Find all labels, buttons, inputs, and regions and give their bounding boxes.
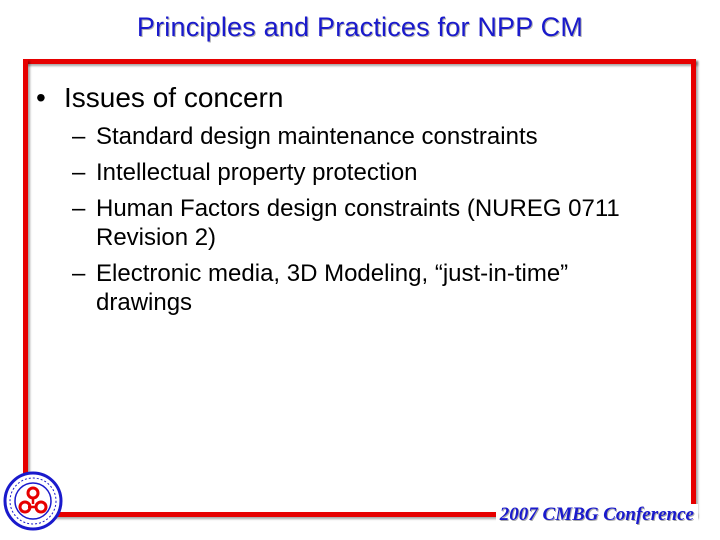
frame-right-border bbox=[691, 59, 696, 517]
dash-marker: – bbox=[72, 159, 86, 186]
sub-bullet-text: Intellectual property protection bbox=[96, 159, 418, 186]
slide-content bbox=[36, 82, 676, 324]
sub-bullet-item bbox=[72, 259, 676, 317]
organization-seal-icon bbox=[2, 470, 64, 532]
sub-bullet-text: Human Factors design constraints (NUREG 0711 Revision 2) bbox=[96, 195, 620, 251]
slide-title: Principles and Practices for NPP CM bbox=[136, 12, 584, 42]
sub-bullet-item bbox=[72, 194, 676, 252]
sub-bullet-text: Electronic media, 3D Modeling, “just-in-time” drawings bbox=[96, 260, 569, 316]
sub-bullet-text: Standard design maintenance constraints bbox=[96, 123, 538, 150]
frame-top-border bbox=[23, 59, 696, 64]
bullet-marker: • bbox=[36, 82, 46, 113]
sub-bullet-list bbox=[36, 122, 676, 317]
sub-bullet-item bbox=[72, 122, 676, 151]
main-bullet-text: Issues of concern bbox=[64, 82, 284, 113]
main-bullet bbox=[36, 82, 676, 114]
sub-bullet-item bbox=[72, 158, 676, 187]
dash-marker: – bbox=[72, 123, 86, 150]
conference-footer: 2007 CMBG Conference bbox=[496, 504, 698, 526]
frame-left-border bbox=[23, 59, 28, 517]
dash-marker: – bbox=[72, 195, 86, 222]
dash-marker: – bbox=[72, 260, 86, 287]
